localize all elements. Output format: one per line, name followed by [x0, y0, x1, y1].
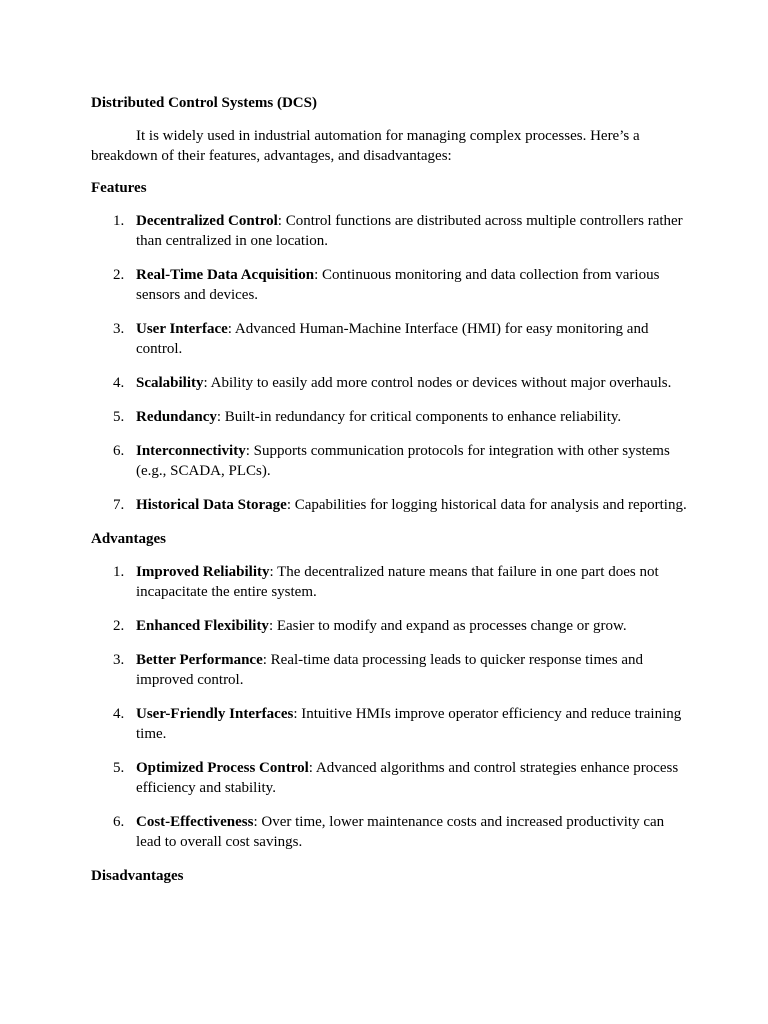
list-number: 5. [113, 409, 125, 425]
list-desc: : Capabilities for logging historical data for analysis and reporting. [286, 497, 687, 513]
list-desc: : Intuitive HMIs improve operator efficiency and reduce training time. [136, 706, 682, 742]
list-number: 6. [113, 443, 125, 459]
list-desc: : Real-time data processing leads to quicker response times and improved control. [136, 652, 644, 688]
advantages-heading: Advantages [91, 531, 167, 547]
list-number: 2. [113, 618, 125, 634]
list-item [91, 211, 691, 251]
list-desc: : Easier to modify and expand as processes change or grow. [268, 618, 627, 634]
list-desc: : Continuous monitoring and data collection from various sensors and devices. [136, 267, 660, 303]
list-number: 7. [113, 497, 125, 513]
advantages-list [91, 562, 691, 852]
features-list [91, 211, 691, 515]
list-term: Decentralized Control [136, 213, 278, 229]
list-item [91, 495, 691, 515]
list-item [91, 812, 691, 852]
list-desc: : Supports communication protocols for integration with other systems (e.g., SCADA, PLCs). [136, 443, 670, 479]
list-item [91, 562, 691, 602]
document-title: Distributed Control Systems (DCS) [91, 95, 317, 111]
list-term: Historical Data Storage [136, 497, 287, 513]
list-desc: : Control functions are distributed across multiple controllers rather than centralized in one location. [136, 213, 683, 249]
intro-paragraph: It is widely used in industrial automation for managing complex processes. Here’s a breakdown of their features, advantages, and disadvantages: [91, 128, 640, 164]
list-number: 4. [113, 375, 125, 391]
list-term: Real-Time Data Acquisition [136, 267, 315, 283]
list-desc: : Ability to easily add more control nodes or devices without major overhauls. [203, 375, 672, 391]
list-number: 2. [113, 267, 125, 283]
list-item [91, 704, 691, 744]
list-number: 1. [113, 213, 125, 229]
list-item [91, 265, 691, 305]
list-desc: : Over time, lower maintenance costs and increased productivity can lead to overall cost savings. [136, 814, 665, 850]
list-term: Interconnectivity [136, 443, 246, 459]
list-item [91, 407, 691, 427]
list-number: 5. [113, 760, 125, 776]
list-desc: : Built-in redundancy for critical components to enhance reliability. [216, 409, 622, 425]
list-item [91, 319, 691, 359]
list-term: User Interface [136, 321, 228, 337]
list-item [91, 616, 691, 636]
list-number: 4. [113, 706, 125, 722]
list-number: 1. [113, 564, 125, 580]
list-desc: : Advanced Human-Machine Interface (HMI) for easy monitoring and control. [136, 321, 649, 357]
list-number: 6. [113, 814, 125, 830]
list-term: Enhanced Flexibility [136, 618, 269, 634]
list-term: Optimized Process Control [136, 760, 309, 776]
list-term: Improved Reliability [136, 564, 270, 580]
list-term: User-Friendly Interfaces [136, 706, 294, 722]
list-item [91, 441, 691, 481]
list-term: Scalability [136, 375, 204, 391]
list-number: 3. [113, 321, 125, 337]
list-term: Better Performance [136, 652, 263, 668]
list-item [91, 373, 691, 393]
list-desc: : Advanced algorithms and control strategies enhance process efficiency and stability. [136, 760, 679, 796]
list-number: 3. [113, 652, 125, 668]
list-item [91, 650, 691, 690]
features-heading: Features [91, 180, 147, 196]
list-item [91, 758, 691, 798]
list-term: Cost-Effectiveness [136, 814, 254, 830]
disadvantages-heading: Disadvantages [91, 868, 184, 884]
document-page [91, 93, 691, 899]
list-desc: : The decentralized nature means that failure in one part does not incapacitate the entire system. [136, 564, 659, 600]
list-term: Redundancy [136, 409, 217, 425]
